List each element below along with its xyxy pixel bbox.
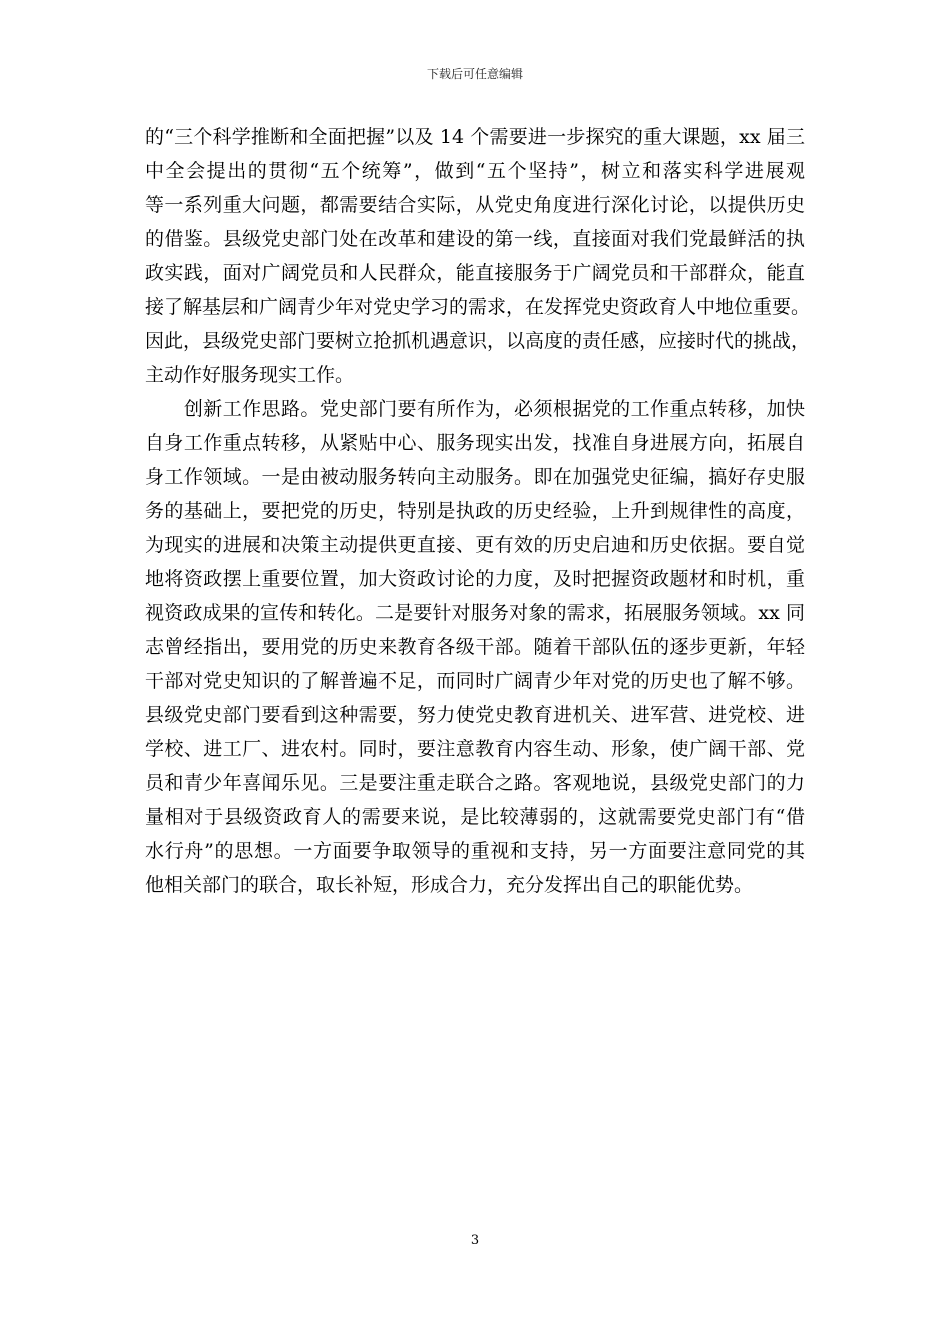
text-line: 自身工作重点转移，从紧贴中心、服务现实出发，找准自身进展方向，拓展自: [145, 432, 805, 454]
page-number: 3: [470, 1233, 480, 1248]
text-line: 志曾经指出，要用党的历史来教育各级干部。随着干部队伍的逐步更新，年轻: [145, 636, 805, 658]
text-line: 员和青少年喜闻乐见。三是要注重走联合之路。客观地说，县级党史部门的力: [145, 772, 805, 794]
text-line: 的借鉴。县级党史部门处在改革和建设的第一线，直接面对我们党最鲜活的执: [145, 228, 805, 250]
text-line: 为现实的进展和决策主动提供更直接、更有效的历史启迪和历史依据。要自觉: [145, 534, 805, 556]
text-line: 政实践，面对广阔党员和人民群众，能直接服务于广阔党员和干部群众，能直: [145, 262, 805, 284]
text-line: 身工作领域。一是由被动服务转向主动服务。即在加强党史征编，搞好存史服: [145, 466, 805, 488]
text-line: 中全会提出的贯彻“五个统筹”，做到“五个坚持”，树立和落实科学进展观: [145, 160, 805, 182]
page-header: 下载后可任意编辑: [426, 67, 523, 81]
text-line: 县级党史部门要看到这种需要，努力使党史教育进机关、进军营、进党校、进: [145, 704, 805, 726]
text-line: 主动作好服务现实工作。: [145, 364, 355, 386]
text-line: 他相关部门的联合，取长补短，形成合力，充分发挥出自己的职能优势。: [145, 874, 754, 896]
text-line: 接了解基层和广阔青少年对党史学习的需求，在发挥党史资政育人中地位重要。: [145, 296, 811, 318]
text-line: 干部对党史知识的了解普遍不足，而同时广阔青少年对党的历史也了解不够。: [145, 670, 805, 692]
text-line: 创新工作思路。党史部门要有所作为，必须根据党的工作重点转移，加快: [145, 398, 805, 420]
text-line: 学校、进工厂、进农村。同时，要注意教育内容生动、形象，使广阔干部、党: [145, 738, 805, 760]
document-body: [145, 120, 811, 902]
text-line: 的“三个科学推断和全面把握”以及 14 个需要进一步探究的重大课题，xx 届三: [145, 126, 805, 148]
paragraph-1: [145, 120, 811, 392]
text-line: 务的基础上，要把党的历史，特别是执政的历史经验，上升到规律性的高度，: [145, 500, 805, 522]
text-line: 地将资政摆上重要位置，加大资政讨论的力度，及时把握资政题材和时机，重: [145, 568, 805, 590]
text-line: 量相对于县级资政育人的需要来说，是比较薄弱的，这就需要党史部门有“借: [145, 806, 805, 828]
text-line: 水行舟”的思想。一方面要争取领导的重视和支持，另一方面要注意同党的其: [145, 840, 805, 862]
text-line: 因此，县级党史部门要树立抢抓机遇意识，以高度的责任感，应接时代的挑战，: [145, 330, 811, 352]
text-line: 等一系列重大问题，都需要结合实际，从党史角度进行深化讨论，以提供历史: [145, 194, 805, 216]
text-line: 视资政成果的宣传和转化。二是要针对服务对象的需求，拓展服务领域。xx 同: [145, 602, 805, 624]
paragraph-2: [145, 392, 805, 902]
